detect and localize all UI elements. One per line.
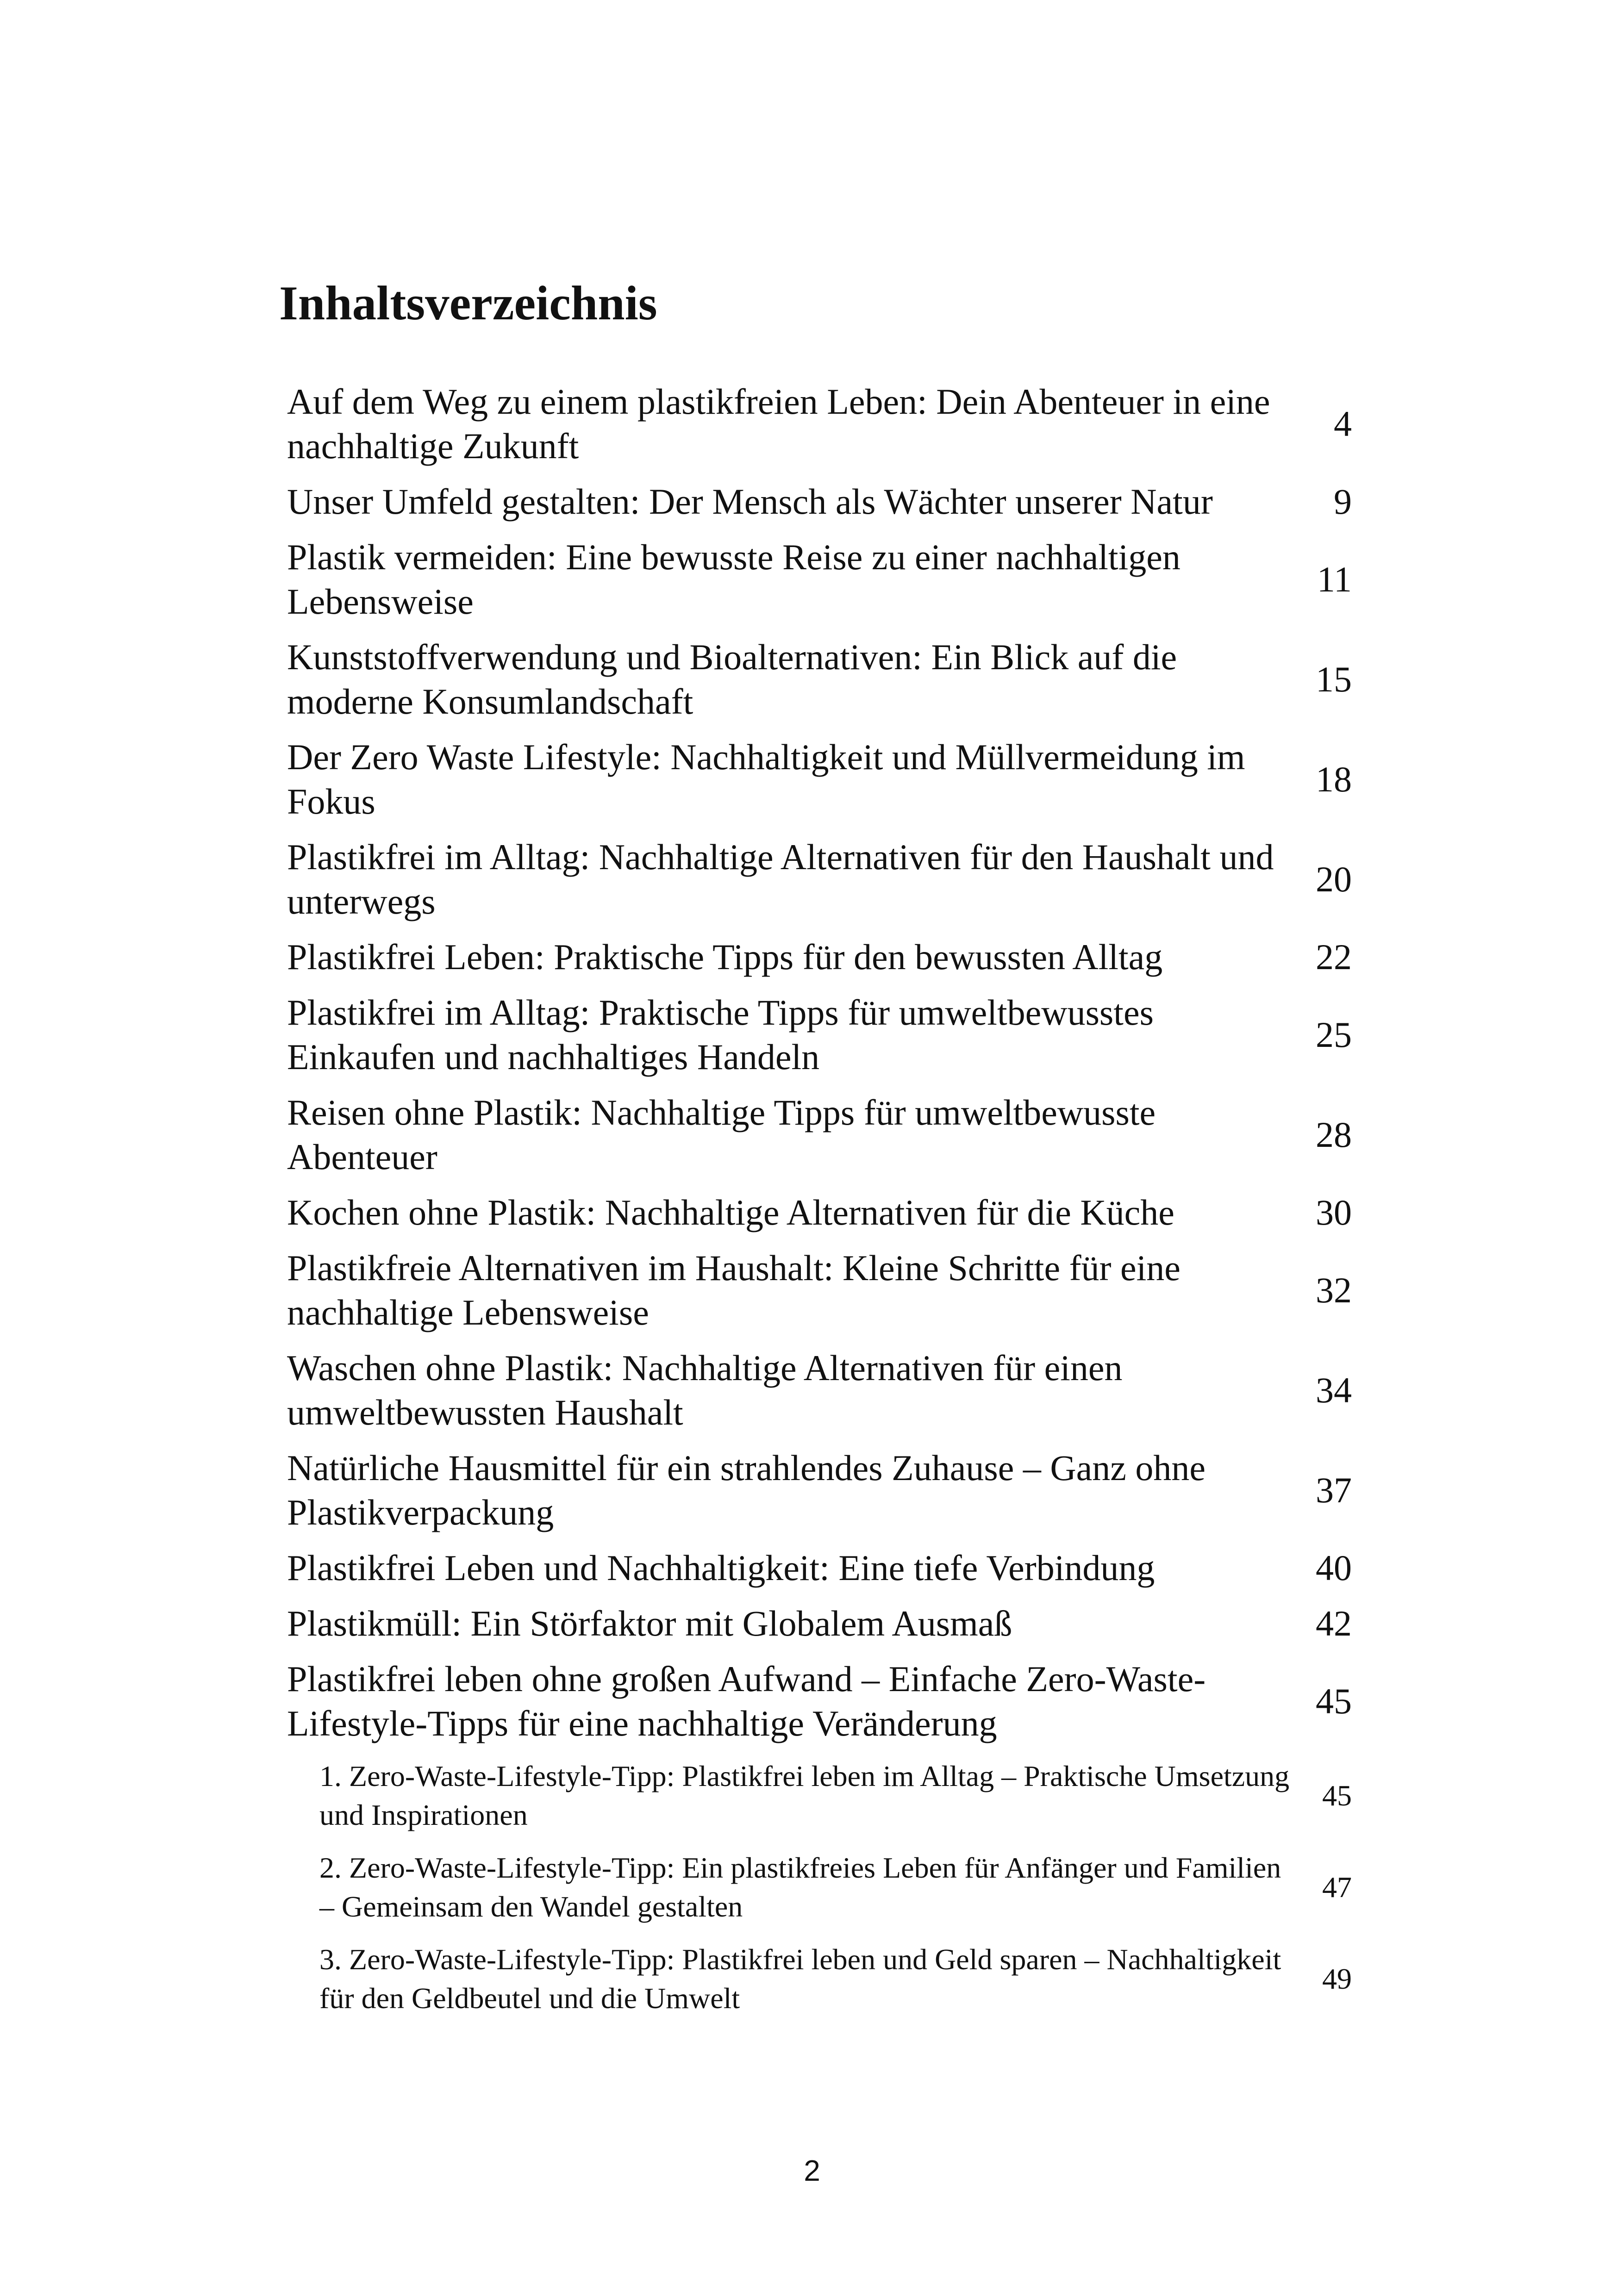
toc-entry-page: 32 [1316, 1270, 1352, 1310]
table-of-contents [287, 380, 1352, 2032]
toc-entry-title: Plastikfrei Leben: Praktische Tipps für den bewussten Alltag [287, 937, 1163, 977]
toc-entry[interactable] [287, 835, 1352, 924]
toc-entry-title: Natürliche Hausmittel für ein strahlendes Zuhause – Ganz ohne Plastikverpackung [287, 1448, 1206, 1532]
toc-entry[interactable] [287, 380, 1352, 468]
toc-subentry-title: 1. Zero-Waste-Lifestyle-Tipp: Plastikfrei leben im Alltag – Praktische Umsetzung und Inspirationen [319, 1760, 1290, 1831]
toc-entry-title: Plastikfrei leben ohne großen Aufwand – Einfache Zero-Waste-Lifestyle-Tipps für eine nachhaltige Veränderung [287, 1659, 1206, 1743]
toc-entry[interactable] [287, 1246, 1352, 1335]
toc-entry[interactable] [287, 635, 1352, 724]
toc-entry[interactable] [287, 1446, 1352, 1535]
toc-entry-title: Waschen ohne Plastik: Nachhaltige Alternativen für einen umweltbewussten Haushalt [287, 1348, 1123, 1432]
toc-entry[interactable] [287, 479, 1352, 524]
toc-entry-page: 9 [1334, 481, 1352, 522]
toc-entry-page: 30 [1316, 1192, 1352, 1232]
toc-entry-page: 22 [1316, 937, 1352, 977]
page-title: Inhaltsverzeichnis [279, 276, 657, 330]
toc-entry[interactable] [287, 1546, 1352, 1590]
toc-entry-title: Plastik vermeiden: Eine bewusste Reise zu einer nachhaltigen Lebensweise [287, 537, 1181, 622]
page-number: 2 [804, 2154, 820, 2187]
toc-entry-page: 18 [1316, 759, 1352, 799]
toc-entry[interactable] [287, 1090, 1352, 1179]
toc-entry[interactable] [287, 1190, 1352, 1235]
toc-entry[interactable] [287, 1657, 1352, 1746]
toc-entry-page: 42 [1316, 1603, 1352, 1643]
toc-entry-title: Plastikfrei Leben und Nachhaltigkeit: Eine tiefe Verbindung [287, 1548, 1155, 1588]
toc-subentry-title: 3. Zero-Waste-Lifestyle-Tipp: Plastikfrei leben und Geld sparen – Nachhaltigkeit für den Geldbeutel und die Umwelt [319, 1943, 1281, 2015]
toc-subentry-page: 47 [1322, 1871, 1352, 1904]
toc-entry-page: 15 [1316, 659, 1352, 699]
toc-entry[interactable] [287, 990, 1352, 1079]
toc-entry-title: Plastikfreie Alternativen im Haushalt: Kleine Schritte für eine nachhaltige Lebensweise [287, 1248, 1181, 1332]
toc-entry-page: 37 [1316, 1470, 1352, 1510]
toc-entry-title: Plastikmüll: Ein Störfaktor mit Globalem Ausmaß [287, 1603, 1012, 1643]
toc-entry[interactable] [287, 1346, 1352, 1435]
toc-subentry-page: 49 [1322, 1962, 1352, 1995]
toc-subentry-page: 45 [1322, 1779, 1352, 1812]
toc-entry-page: 20 [1316, 859, 1352, 899]
toc-entry-title: Kunststoffverwendung und Bioalternativen: Ein Blick auf die moderne Konsumlandschaft [287, 637, 1177, 722]
toc-subentry[interactable] [287, 1757, 1352, 1835]
toc-entry-title: Auf dem Weg zu einem plastikfreien Leben: Dein Abenteuer in eine nachhaltige Zukunft [287, 381, 1270, 466]
toc-entry-page: 11 [1317, 559, 1352, 599]
toc-subentry[interactable] [287, 1940, 1352, 2018]
toc-entry-page: 28 [1316, 1114, 1352, 1155]
toc-entry[interactable] [287, 935, 1352, 979]
toc-entry-title: Reisen ohne Plastik: Nachhaltige Tipps für umweltbewusste Abenteuer [287, 1092, 1156, 1177]
toc-entry-title: Unser Umfeld gestalten: Der Mensch als Wächter unserer Natur [287, 481, 1213, 522]
toc-subentry[interactable] [287, 1848, 1352, 1926]
toc-subentry-title: 2. Zero-Waste-Lifestyle-Tipp: Ein plastikfreies Leben für Anfänger und Familien – Gemeinsam den Wandel gestalten [319, 1851, 1281, 1923]
toc-entry[interactable] [287, 535, 1352, 624]
toc-entry-title: Plastikfrei im Alltag: Nachhaltige Alternativen für den Haushalt und unterwegs [287, 837, 1274, 921]
toc-entry[interactable] [287, 735, 1352, 824]
toc-entry-title: Kochen ohne Plastik: Nachhaltige Alternativen für die Küche [287, 1192, 1174, 1232]
toc-entry-page: 4 [1334, 404, 1352, 444]
toc-entry-title: Plastikfrei im Alltag: Praktische Tipps für umweltbewusstes Einkaufen und nachhaltiges Handeln [287, 992, 1154, 1077]
toc-entry-page: 34 [1316, 1370, 1352, 1410]
toc-entry-page: 40 [1316, 1548, 1352, 1588]
toc-entry-title: Der Zero Waste Lifestyle: Nachhaltigkeit und Müllvermeidung im Fokus [287, 737, 1245, 821]
toc-entry[interactable] [287, 1601, 1352, 1646]
toc-entry-page: 45 [1316, 1681, 1352, 1721]
toc-entry-page: 25 [1316, 1014, 1352, 1055]
